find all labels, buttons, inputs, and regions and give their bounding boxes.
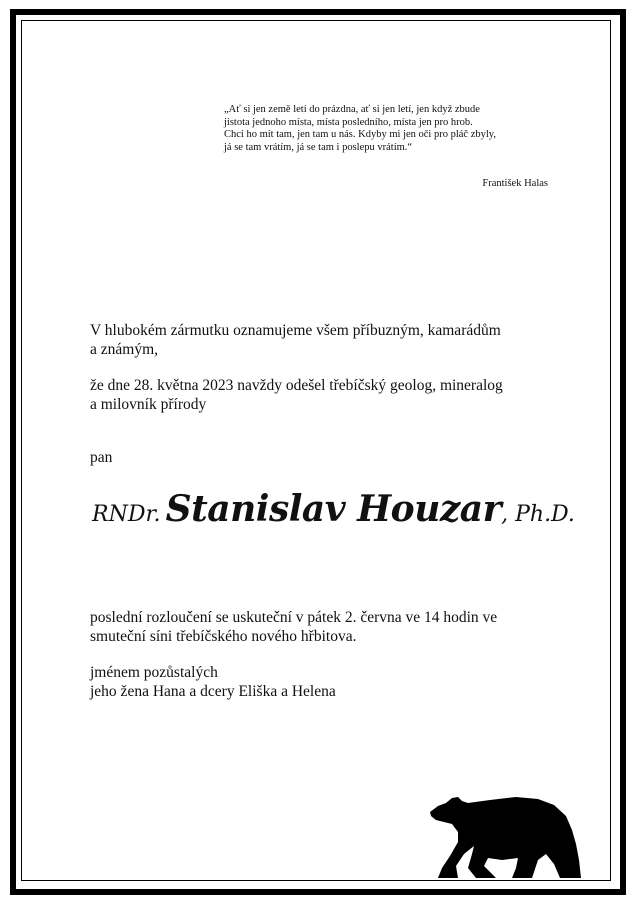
quote-line: já se tam vrátím, já se tam i poslepu vrátím.“ <box>224 141 413 153</box>
funeral-info <box>90 609 560 646</box>
announcement-death <box>90 377 560 414</box>
family-line: jménem pozůstalých <box>90 664 218 681</box>
pan-label: pan <box>90 449 113 466</box>
quote-author: František Halas <box>482 178 548 189</box>
deceased-title: RNDr. <box>92 502 161 527</box>
deceased-name <box>92 488 575 530</box>
deceased-fullname: Stanislav Houzar <box>165 488 502 530</box>
deceased-suffix: , Ph.D. <box>501 502 575 527</box>
bear-icon <box>428 794 582 878</box>
funeral-line: smuteční síni třebíčského nového hřbitova. <box>90 627 357 645</box>
quote-line: Chci ho mít tam, jen tam u nás. Kdyby mi jen oči pro pláč zbyly, <box>224 129 496 141</box>
family-signature <box>90 664 560 701</box>
family-line: jeho žena Hana a dcery Eliška a Helena <box>90 682 336 700</box>
epigraph-quote <box>224 104 554 154</box>
funeral-line: poslední rozloučení se uskuteční v pátek 2. června ve 14 hodin ve <box>90 609 498 626</box>
announcement-line: a známým, <box>90 340 159 358</box>
announcement-line: a milovník přírody <box>90 395 207 413</box>
announcement-line: že dne 28. května 2023 navždy odešel třebíčský geolog, mineralog <box>90 377 503 394</box>
announcement-intro <box>90 322 560 359</box>
announcement-line: V hlubokém zármutku oznamujeme všem příbuzným, kamarádům <box>90 322 501 339</box>
quote-line: jistota jednoho místa, místa posledního, místa jen pro hrob. <box>224 116 473 128</box>
quote-line: „Ať si jen země letí do prázdna, ať si jen letí, jen když zbude <box>224 104 480 115</box>
